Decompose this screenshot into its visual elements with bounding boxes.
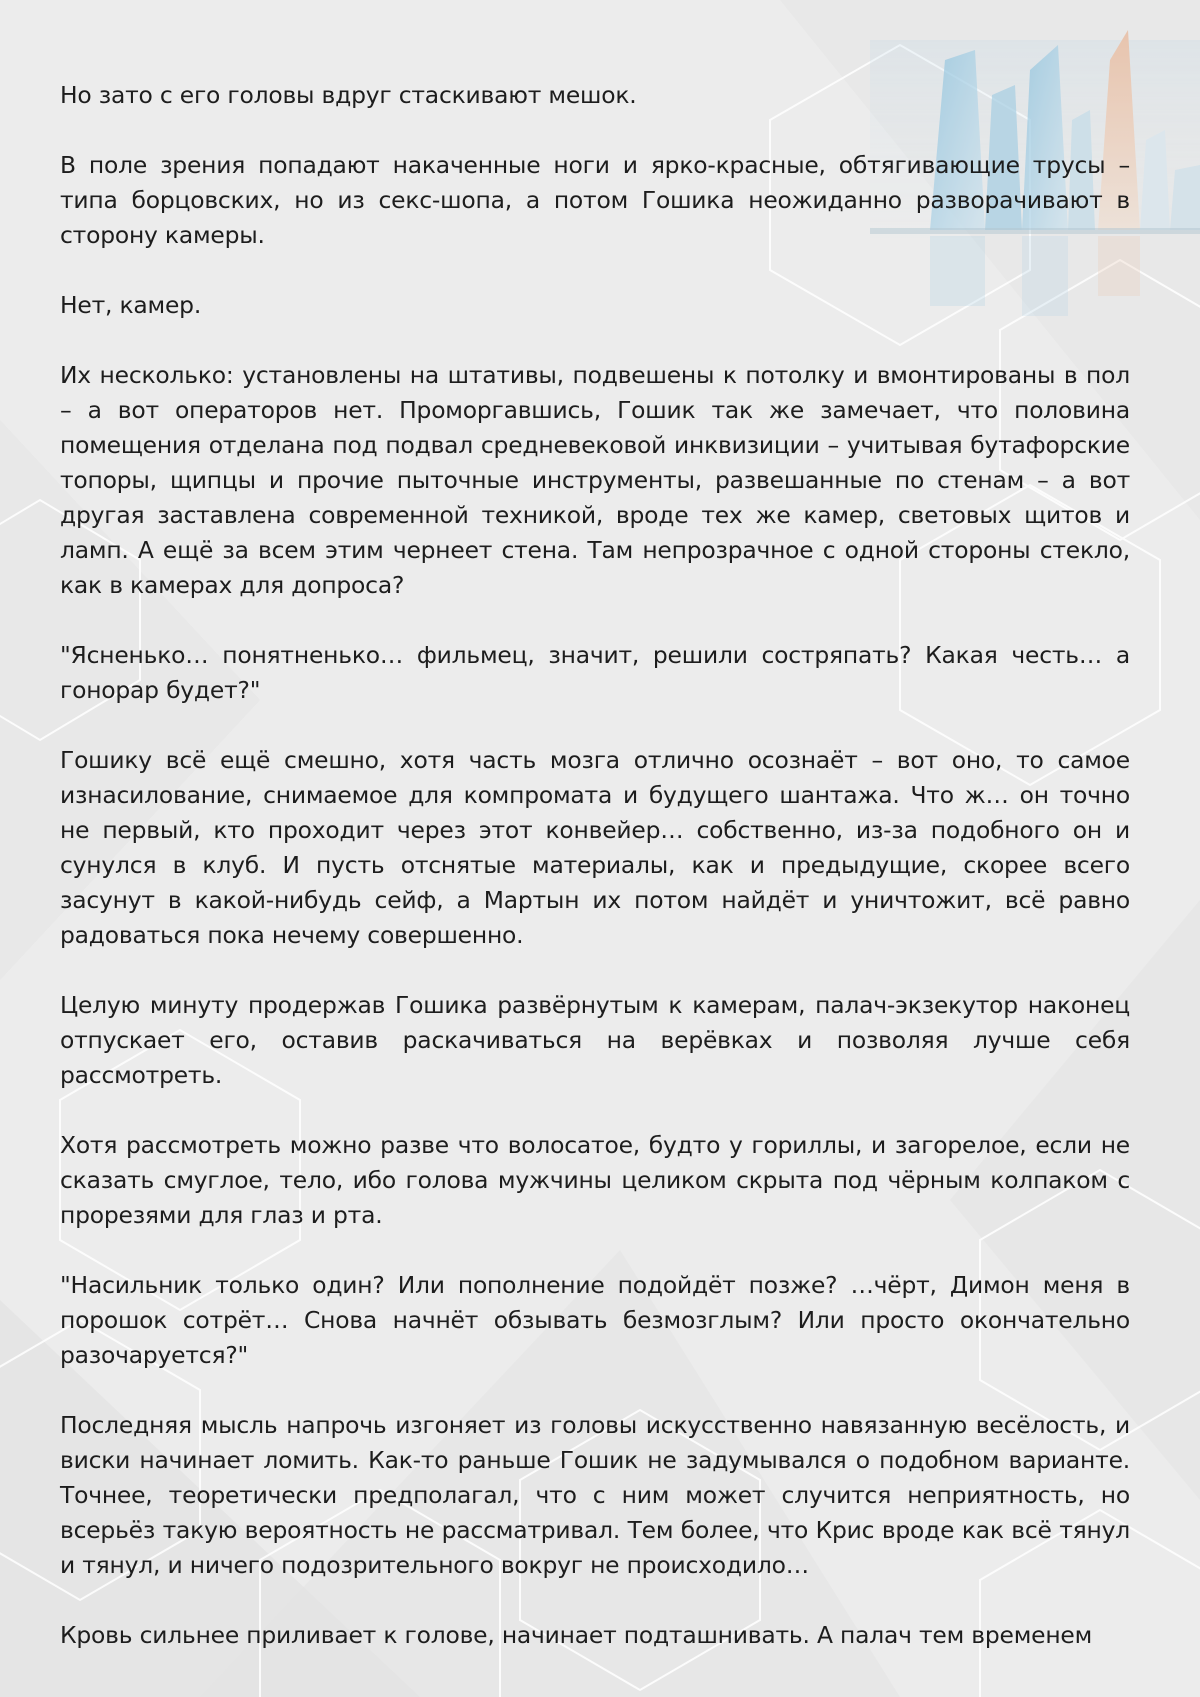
paragraph: "Ясненько… понятненько… фильмец, значит, решили состряпать? Какая честь… а гонорар будет?" (60, 641, 1130, 704)
paragraph: Последняя мысль напрочь изгоняет из головы искусственно навязанную весёлость, и виски начинает ломить. Как-то раньше Гошик не задумывался о подобном варианте. Точнее, теоретически предполагал, что с ним может случится неприятность, но всерьёз такую вероятность не рассматривал. Тем более, что Крис вроде как всё тянул и тянул, и ничего подозрительного вокруг не происходило… (60, 1411, 1130, 1579)
paragraph: Но зато с его головы вдруг стаскивают мешок. (60, 81, 637, 109)
paragraph: Их несколько: установлены на штативы, подвешены к потолку и вмонтированы в пол – а вот операторов нет. Проморгавшись, Гошик так же замечает, что половина помещения отделана под подвал средневековой инквизиции – учитывая бутафорские топоры, щипцы и прочие пыточные инструменты, развешанные по стенам – а вот другая заставлена современной техникой, вроде тех же камер, световых щитов и ламп. А ещё за всем этим чернеет стена. Там непрозрачное с одной стороны стекло, как в камерах для допроса? (60, 361, 1130, 599)
paragraph: Нет, камер. (60, 291, 202, 319)
paragraph: Кровь сильнее приливает к голове, начинает подташнивать. А палач тем временем (60, 1621, 1093, 1649)
paragraph: В поле зрения попадают накаченные ноги и ярко-красные, обтягивающие трусы – типа борцовских, но из секс-шопа, а потом Гошика неожиданно разворачивают в сторону камеры. (60, 151, 1130, 249)
paragraph: Хотя рассмотреть можно разве что волосатое, будто у гориллы, и загорелое, если не сказать смуглое, тело, ибо голова мужчины целиком скрыта под чёрным колпаком с прорезями для глаз и рта. (60, 1131, 1130, 1229)
paragraph: "Насильник только один? Или пополнение подойдёт позже? …чёрт, Димон меня в порошок сотрёт… Снова начнёт обзывать безмозглым? Или просто окончательно разочаруется?" (60, 1271, 1130, 1369)
document-body (60, 78, 1130, 1653)
paragraph: Гошику всё ещё смешно, хотя часть мозга отлично осознаёт – вот оно, то самое изнасилование, снимаемое для компромата и будущего шантажа. Что ж… он точно не первый, кто проходит через этот конвейер… собственно, из-за подобного он и сунулся в клуб. И пусть отснятые материалы, как и предыдущие, скорее всего засунут в какой-нибудь сейф, а Мартын их потом найдёт и уничтожит, всё равно радоваться пока нечему совершенно. (60, 746, 1130, 949)
paragraph: Целую минуту продержав Гошика развёрнутым к камерам, палач-экзекутор наконец отпускает его, оставив раскачиваться на верёвках и позволяя лучше себя рассмотреть. (60, 991, 1130, 1089)
